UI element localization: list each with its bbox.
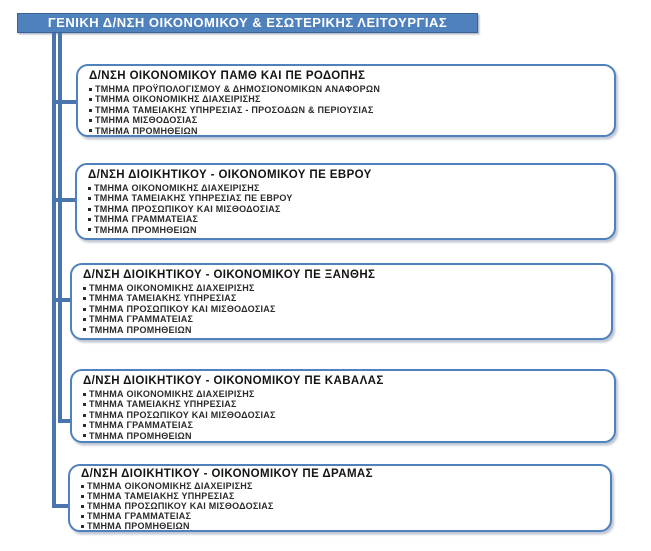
root-node-general-directorate: ΓΕΝΙΚΗ Δ/ΝΣΗ ΟΙΚΟΝΟΜΙΚΟΥ & ΕΣΩΤΕΡΙΚΗΣ ΛΕΙΤΟΥΡΓΙΑΣ — [17, 13, 478, 33]
department-item: ΤΜΗΜΑ ΟΙΚΟΝΟΜΙΚΗΣ ΔΙΑΧΕΙΡΙΣΗΣ — [81, 482, 602, 492]
directorate-title: Δ/ΝΣΗ ΔΙΟΙΚΗΤΙΚΟΥ - ΟΙΚΟΝΟΜΙΚΟΥ ΠΕ ΚΑΒΑΛΑΣ — [83, 375, 384, 387]
directorate-title: Δ/ΝΣΗ ΔΙΟΙΚΗΤΙΚΟΥ - ΟΙΚΟΝΟΜΙΚΟΥ ΠΕ ΔΡΑΜΑΣ — [81, 468, 373, 480]
department-item: ΤΜΗΜΑ ΤΑΜΕΙΑΚΗΣ ΥΠΗΡΕΣΙΑΣ — [83, 399, 606, 409]
directorate-box-rodopi — [76, 64, 616, 137]
department-item: ΤΜΗΜΑ ΠΡΟΫΠΟΛΟΓΙΣΜΟΥ & ΔΗΜΟΣΙΟΝΟΜΙΚΩΝ ΑΝΑΦΟΡΩΝ — [89, 84, 606, 94]
department-item: ΤΜΗΜΑ ΠΡΟΣΩΠΙΚΟΥ ΚΑΙ ΜΙΣΘΟΔΟΣΙΑΣ — [81, 502, 602, 512]
directorate-box-evros — [75, 163, 616, 240]
trunk-line-outer — [52, 33, 56, 508]
department-item: ΤΜΗΜΑ ΟΙΚΟΝΟΜΙΚΗΣ ΔΙΑΧΕΙΡΙΣΗΣ — [83, 389, 606, 399]
directorate-box-kavala — [70, 369, 616, 443]
department-item: ΤΜΗΜΑ ΤΑΜΕΙΑΚΗΣ ΥΠΗΡΕΣΙΑΣ — [83, 293, 603, 303]
department-item: ΤΜΗΜΑ ΠΡΟΜΗΘΕΙΩΝ — [88, 225, 606, 235]
directorate-title: Δ/ΝΣΗ ΟΙΚΟΝΟΜΙΚΟΥ ΠΑΜΘ ΚΑΙ ΠΕ ΡΟΔΟΠΗΣ — [89, 70, 366, 82]
department-item: ΤΜΗΜΑ ΠΡΟΜΗΘΕΙΩΝ — [83, 325, 603, 335]
department-item: ΤΜΗΜΑ ΠΡΟΜΗΘΕΙΩΝ — [83, 431, 606, 441]
department-item: ΤΜΗΜΑ ΤΑΜΕΙΑΚΗΣ ΥΠΗΡΕΣΙΑΣ - ΠΡΟΣΟΔΩΝ & ΠΕΡΙΟΥΣΙΑΣ — [89, 105, 606, 115]
department-item: ΤΜΗΜΑ ΟΙΚΟΝΟΜΙΚΗΣ ΔΙΑΧΕΙΡΙΣΗΣ — [83, 283, 603, 293]
department-item: ΤΜΗΜΑ ΠΡΟΜΗΘΕΙΩΝ — [89, 126, 606, 136]
department-item: ΤΜΗΜΑ ΠΡΟΜΗΘΕΙΩΝ — [81, 522, 602, 532]
department-item: ΤΜΗΜΑ ΠΡΟΣΩΠΙΚΟΥ ΚΑΙ ΜΙΣΘΟΔΟΣΙΑΣ — [83, 410, 606, 420]
department-item: ΤΜΗΜΑ ΜΙΣΘΟΔΟΣΙΑΣ — [89, 115, 606, 125]
department-item: ΤΜΗΜΑ ΟΙΚΟΝΟΜΙΚΗΣ ΔΙΑΧΕΙΡΙΣΗΣ — [89, 94, 606, 104]
directorate-box-xanthi — [70, 263, 613, 340]
directorate-title: Δ/ΝΣΗ ΔΙΟΙΚΗΤΙΚΟΥ - ΟΙΚΟΝΟΜΙΚΟΥ ΠΕ ΞΑΝΘΗΣ — [83, 269, 376, 281]
trunk-line-inner — [58, 33, 62, 423]
department-item: ΤΜΗΜΑ ΓΡΑΜΜΑΤΕΙΑΣ — [81, 512, 602, 522]
department-item: ΤΜΗΜΑ ΓΡΑΜΜΑΤΕΙΑΣ — [83, 314, 603, 324]
department-item: ΤΜΗΜΑ ΠΡΟΣΩΠΙΚΟΥ ΚΑΙ ΜΙΣΘΟΔΟΣΙΑΣ — [83, 304, 603, 314]
directorate-box-drama — [68, 464, 612, 532]
directorate-title: Δ/ΝΣΗ ΔΙΟΙΚΗΤΙΚΟΥ - ΟΙΚΟΝΟΜΙΚΟΥ ΠΕ ΕΒΡΟΥ — [88, 169, 372, 181]
department-item: ΤΜΗΜΑ ΠΡΟΣΩΠΙΚΟΥ ΚΑΙ ΜΙΣΘΟΔΟΣΙΑΣ — [88, 204, 606, 214]
department-item: ΤΜΗΜΑ ΤΑΜΕΙΑΚΗΣ ΥΠΗΡΕΣΙΑΣ — [81, 492, 602, 502]
department-item: ΤΜΗΜΑ ΓΡΑΜΜΑΤΕΙΑΣ — [83, 420, 606, 430]
department-item: ΤΜΗΜΑ ΓΡΑΜΜΑΤΕΙΑΣ — [88, 214, 606, 224]
department-item: ΤΜΗΜΑ ΤΑΜΕΙΑΚΗΣ ΥΠΗΡΕΣΙΑΣ ΠΕ ΕΒΡΟΥ — [88, 193, 606, 203]
connector-stub-1 — [52, 100, 79, 104]
department-item: ΤΜΗΜΑ ΟΙΚΟΝΟΜΙΚΗΣ ΔΙΑΧΕΙΡΙΣΗΣ — [88, 183, 606, 193]
